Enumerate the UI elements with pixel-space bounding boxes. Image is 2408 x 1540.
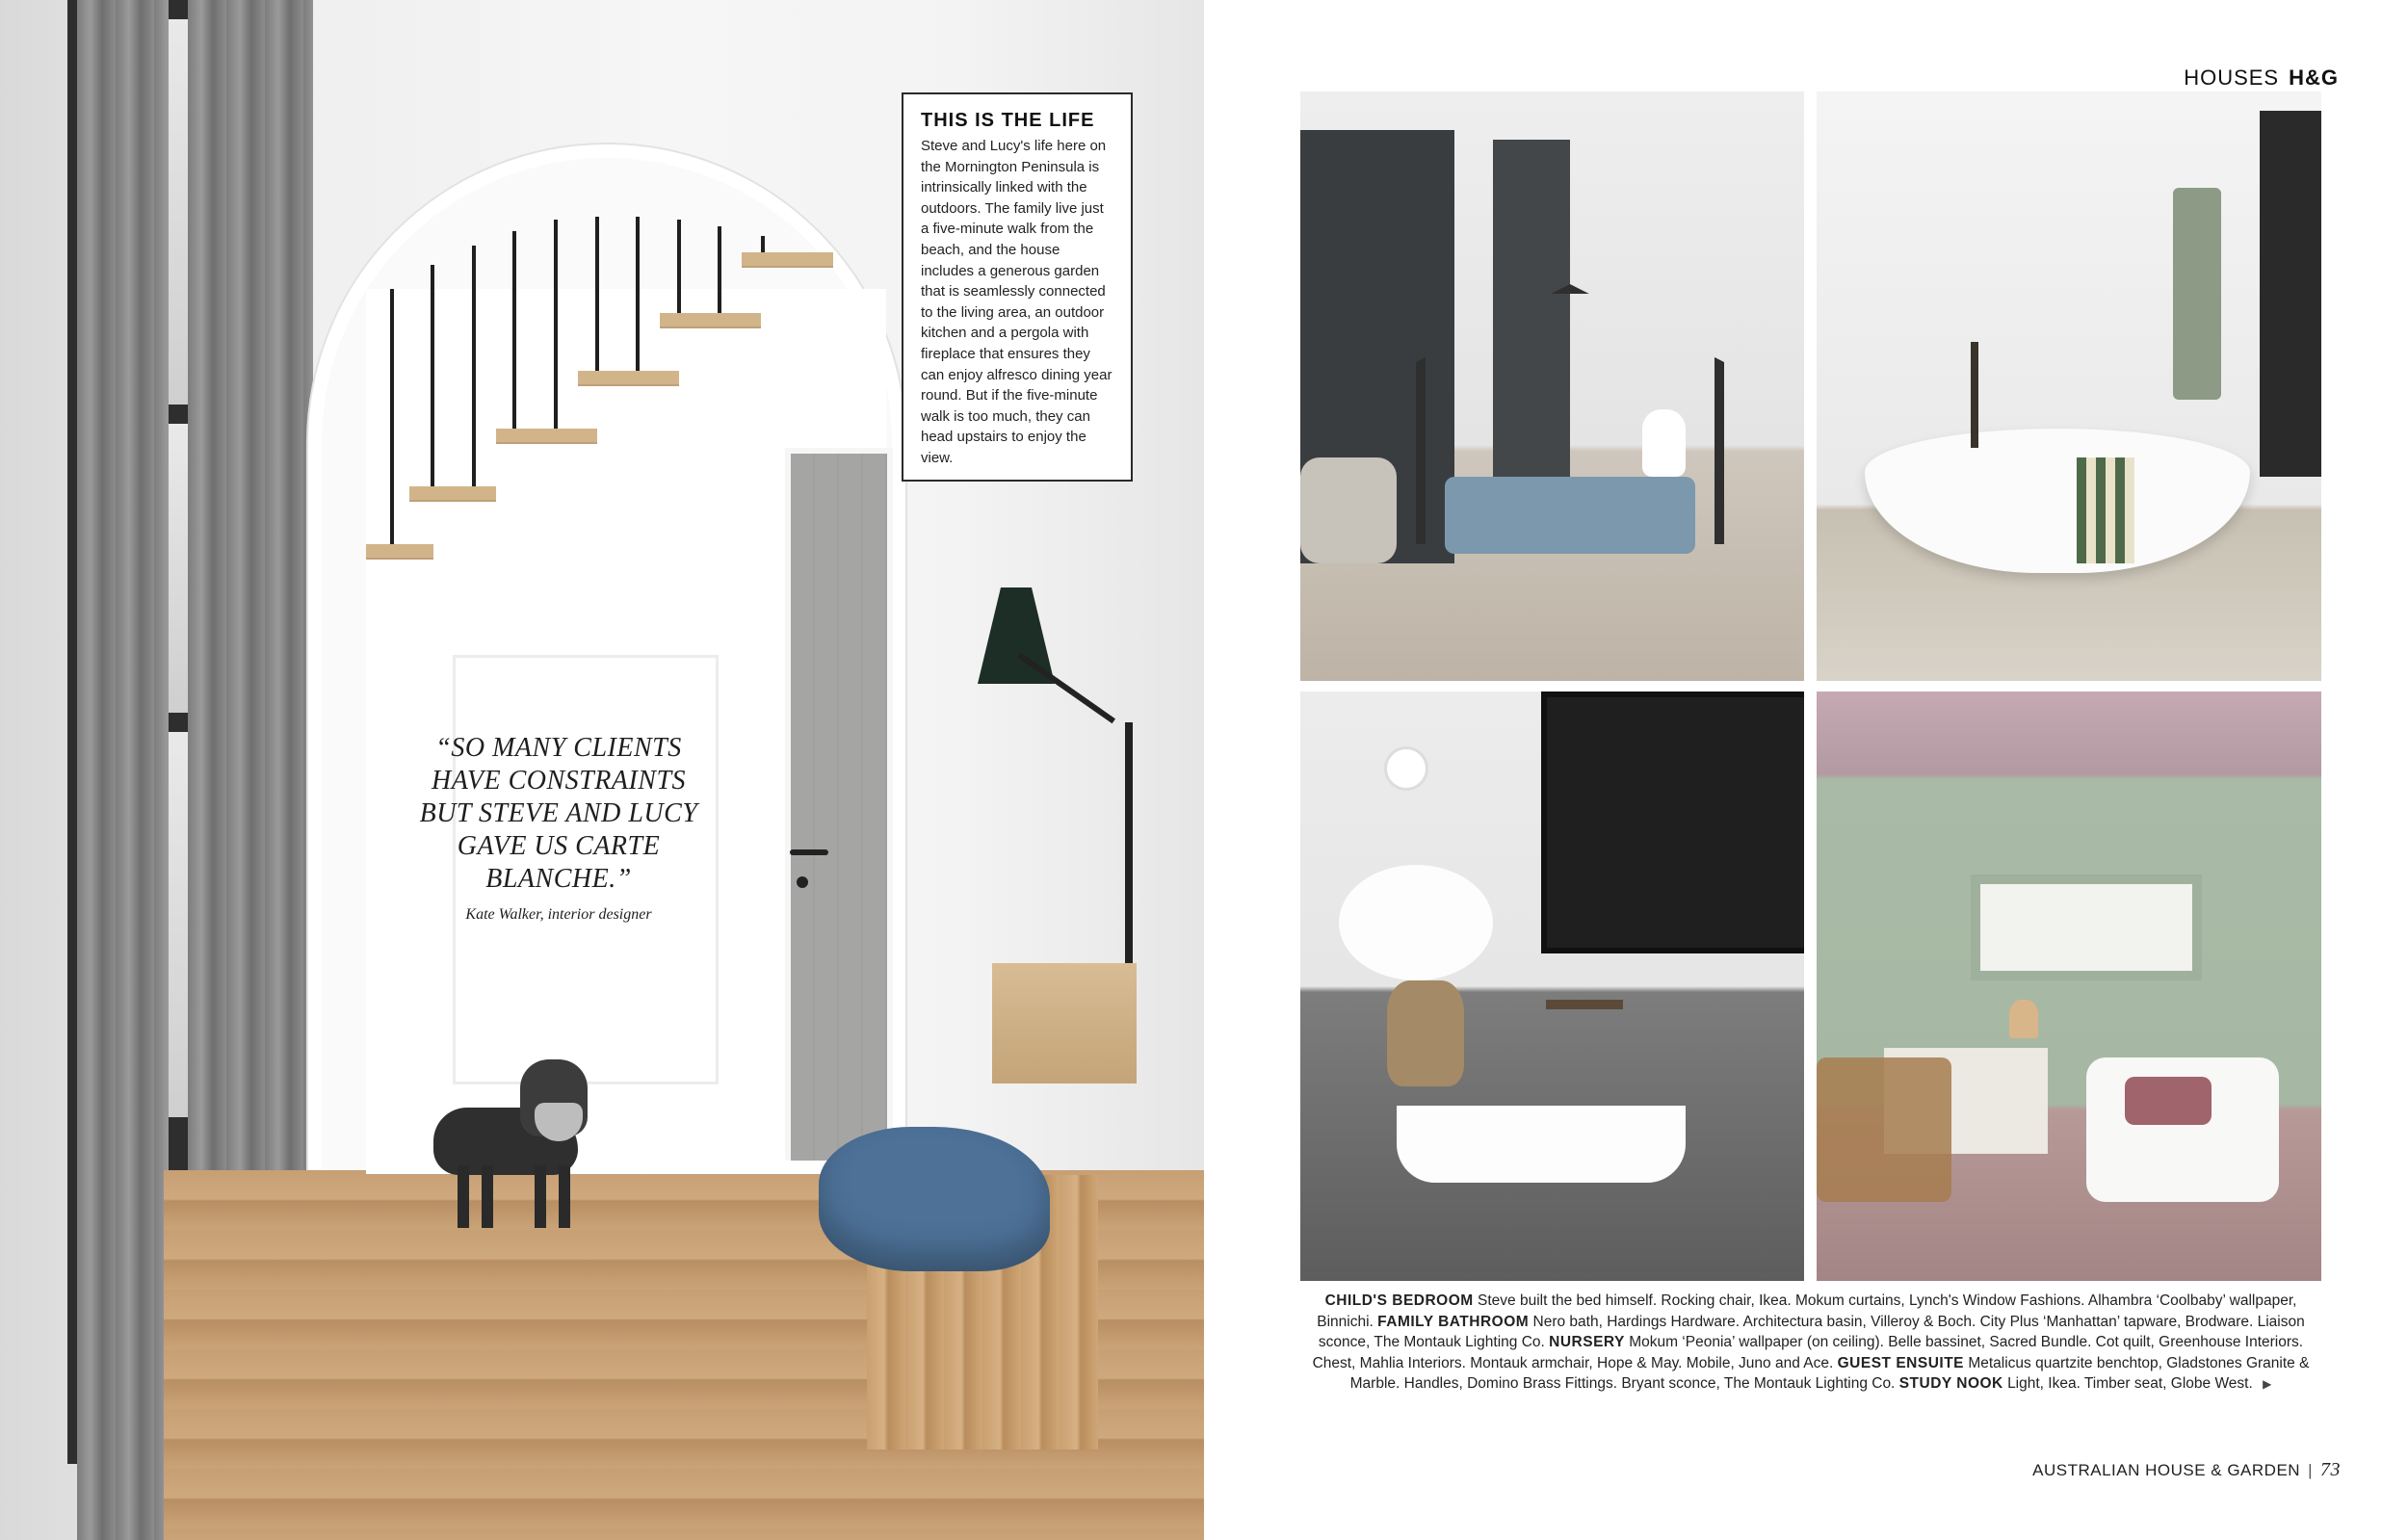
caption-label-study-nook: STUDY NOOK <box>1898 1375 2003 1392</box>
stair-baluster <box>677 220 681 313</box>
denim-jacket <box>819 1127 1050 1271</box>
sidebar-box <box>902 92 1133 482</box>
bunny-lamp <box>1642 409 1686 477</box>
door-lock <box>797 876 808 888</box>
stair-baluster <box>636 217 640 371</box>
sidebar-title: THIS IS THE LIFE <box>921 110 1095 131</box>
stair-baluster <box>472 246 476 486</box>
bath-tapware <box>1971 342 1978 448</box>
stair-tread <box>366 544 433 560</box>
rocking-chair <box>1300 457 1397 563</box>
rattan-bassinet <box>1817 1057 1951 1202</box>
hanging-towel <box>2173 188 2221 400</box>
section-header <box>2184 65 2339 91</box>
pull-quote <box>405 732 713 925</box>
ceramic-vase <box>1387 980 1464 1086</box>
footer-separator: | <box>2308 1461 2313 1479</box>
linen-curtain <box>77 0 169 1540</box>
stair-baluster <box>390 289 394 544</box>
desk-lamp-stand <box>1125 722 1133 963</box>
stair-tread <box>742 252 833 268</box>
schnauzer-dog <box>405 1059 597 1233</box>
cushion <box>2125 1077 2212 1125</box>
caption-label-nursery: NURSERY <box>1549 1334 1625 1350</box>
caption-text-guest-ensuite: Metalicus quartzite benchtop, Gladstones Granite & Marble. Handles, Domino Brass Fittings. Bryant sconce, The Montauk Lighting Co. <box>1349 1354 2310 1392</box>
sidebar-body: Steve and Lucy's life here on the Mornington Peninsula is intrinsically linked with the outdoors. The family live just a five-minute walk from the beach, and the house includes a generous garden that is seamlessly connected to the living area, an outdoor kitchen and a pergola with fireplace that ensures they can enjoy alfresco dining year round. But if the five-minute walk is too much, they can head upstairs to enjoy the view. <box>921 138 1112 466</box>
caption-label-guest-ensuite: GUEST ENSUITE <box>1837 1354 1965 1371</box>
caption-text-family-bathroom: Nero bath, Hardings Hardware. Architectura basin, Villeroy & Boch. City Plus ‘Manhattan’ tapware, Brodware. Liaison sconce, The Montauk Lighting Co. <box>1318 1313 2305 1350</box>
nursery-window <box>1971 874 2202 980</box>
pull-quote-text: “SO MANY CLIENTS HAVE CONSTRAINTS BUT STEVE AND LUCY GAVE US CARTE BLANCHE.” <box>419 733 698 894</box>
photo-guest-ensuite <box>1300 692 1804 1281</box>
bathroom-mirror <box>1541 692 1804 953</box>
photo-caption <box>1300 1291 2321 1396</box>
section-name: HOUSES <box>2184 65 2280 90</box>
wall-tapware <box>1546 1000 1623 1009</box>
floating-desk <box>992 963 1137 1083</box>
window-shutter <box>2260 111 2321 477</box>
dog-leg <box>458 1165 469 1228</box>
bed-throw <box>1445 477 1695 554</box>
stair-tread <box>496 429 597 444</box>
photo-family-bathroom <box>1817 91 2321 681</box>
page-footer <box>2032 1459 2341 1481</box>
dog-leg <box>559 1165 570 1228</box>
stair-baluster <box>554 220 558 429</box>
stair-baluster <box>512 231 516 429</box>
caption-text-childs-bedroom: Steve built the bed himself. Rocking chair, Ikea. Mokum curtains, Lynch's Window Fashions. Alhambra ‘Coolbaby’ wallpaper, Binnichi. <box>1317 1292 2297 1330</box>
freestanding-bath <box>1865 429 2250 573</box>
wall-sconce <box>1387 749 1426 788</box>
play-triangle-icon: ▶ <box>2263 1377 2272 1391</box>
photo-childs-bedroom <box>1300 91 1804 681</box>
stair-tread <box>578 371 679 386</box>
dog-leg <box>535 1165 546 1228</box>
stair-tread <box>409 486 496 502</box>
stair-baluster <box>431 265 434 486</box>
flower-arrangement <box>1339 865 1493 980</box>
publication-name: AUSTRALIAN HOUSE & GARDEN <box>2032 1461 2301 1479</box>
door-handle <box>790 849 828 855</box>
page-number: 73 <box>2320 1459 2341 1480</box>
basin <box>1397 1106 1686 1183</box>
stair-baluster <box>718 226 721 313</box>
caption-label-family-bathroom: FAMILY BATHROOM <box>1377 1313 1530 1330</box>
stair-tread <box>660 313 761 328</box>
grey-door <box>785 448 893 1177</box>
dog-leg <box>482 1165 493 1228</box>
brand-logo: H&G <box>2289 65 2339 90</box>
checked-towel <box>2077 457 2134 563</box>
stair-baluster <box>595 217 599 371</box>
caption-text-nursery: Mokum ‘Peonia’ wallpaper (on ceiling). Belle bassinet, Sacred Bundle. Cot quilt, Greenhouse Interiors. Chest, Mahlia Interiors. Montauk armchair, Hope & May. Mobile, Juno and Ace. <box>1312 1334 2304 1371</box>
pull-quote-attribution: Kate Walker, interior designer <box>465 906 652 923</box>
photo-nursery <box>1817 692 2321 1281</box>
caption-label-childs-bedroom: CHILD'S BEDROOM <box>1324 1292 1474 1309</box>
table-lamp <box>2009 1000 2038 1038</box>
stair-baluster <box>761 236 765 252</box>
caption-text-study-nook: Light, Ikea. Timber seat, Globe West. <box>2007 1375 2253 1392</box>
